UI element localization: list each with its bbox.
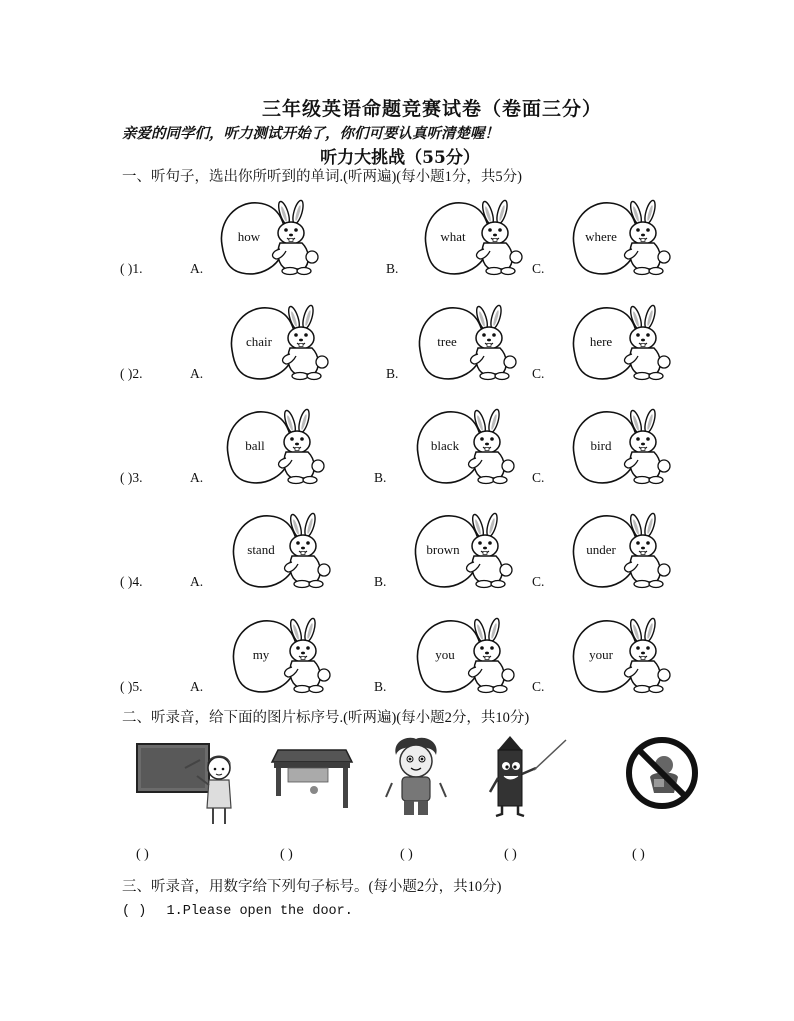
question-number[interactable]: ( )4.: [120, 574, 143, 589]
girl-at-blackboard-icon: [135, 740, 235, 830]
option-word: stand: [247, 542, 275, 557]
bunny-egg-option[interactable]: [566, 304, 674, 382]
option-word: how: [237, 229, 261, 244]
question-number[interactable]: ( )5.: [120, 679, 143, 694]
section1-heading: 一、听句子，选出你所听到的单词.(听两遍)(每小题1分，共5分): [122, 169, 522, 185]
bunny-egg-option[interactable]: [418, 199, 526, 277]
question-number[interactable]: ( )1.: [120, 261, 143, 276]
option-word: here: [589, 334, 613, 349]
bunny-egg-option[interactable]: [566, 408, 674, 486]
option-word: bird: [590, 438, 612, 453]
no-eating-sign-icon: [624, 735, 700, 811]
option-word: where: [585, 229, 617, 244]
option-label: C.: [532, 261, 545, 276]
option-label: C.: [532, 679, 545, 694]
bunny-egg-option[interactable]: [408, 512, 516, 590]
option-word: tree: [437, 334, 457, 349]
option-label: C.: [532, 366, 545, 381]
option-label: B.: [374, 470, 387, 485]
boy-icon: [384, 735, 448, 821]
option-word: what: [440, 229, 466, 244]
option-label: A.: [190, 261, 204, 276]
section3-heading: 三、听录音，用数字给下列句子标号。(每小题2分，共10分): [122, 879, 502, 895]
option-label: C.: [532, 574, 545, 589]
option-word: ball: [245, 438, 265, 453]
section-subtitle: 听力大挑战（55分）: [320, 148, 480, 168]
question-number[interactable]: ( )3.: [120, 470, 143, 485]
option-label: B.: [386, 261, 399, 276]
bunny-egg-option[interactable]: [412, 304, 520, 382]
picture-answer-blank[interactable]: ( ): [400, 847, 413, 862]
option-label: A.: [190, 574, 204, 589]
option-label: A.: [190, 679, 204, 694]
picture-answer-blank[interactable]: ( ): [632, 847, 645, 862]
answer-blank[interactable]: ( ): [122, 904, 147, 919]
bunny-egg-option[interactable]: [566, 199, 674, 277]
option-label: B.: [374, 679, 387, 694]
option-label: B.: [374, 574, 387, 589]
picture-answer-blank[interactable]: ( ): [504, 847, 517, 862]
greeting-text: 亲爱的同学们，听力测试开始了，你们可要认真听清楚喔！: [122, 125, 499, 142]
desk-icon: [268, 744, 354, 810]
bunny-egg-option[interactable]: [410, 408, 518, 486]
option-label: A.: [190, 366, 204, 381]
option-word: you: [435, 647, 455, 662]
option-word: brown: [426, 542, 460, 557]
page-title: 三年级英语命题竞赛试卷（卷面三分）: [261, 98, 602, 120]
bunny-egg-option[interactable]: [566, 512, 674, 590]
picture-answer-blank[interactable]: ( ): [280, 847, 293, 862]
option-word: my: [252, 647, 270, 662]
bunny-egg-option[interactable]: [220, 408, 328, 486]
bunny-egg-option[interactable]: [214, 199, 322, 277]
pencil-character-icon: [488, 734, 570, 818]
bunny-egg-option[interactable]: [226, 617, 334, 695]
bunny-egg-option[interactable]: [410, 617, 518, 695]
option-word: under: [586, 542, 616, 557]
bunny-egg-option[interactable]: [566, 617, 674, 695]
option-word: chair: [246, 334, 272, 349]
option-label: B.: [386, 366, 399, 381]
sentence-text: 1.Please open the door.: [166, 904, 353, 919]
option-label: A.: [190, 470, 204, 485]
question-number[interactable]: ( )2.: [120, 366, 143, 381]
section3-item: [122, 904, 353, 919]
bunny-egg-option[interactable]: [224, 304, 332, 382]
bunny-egg-option[interactable]: [226, 512, 334, 590]
option-word: black: [430, 438, 460, 453]
option-word: your: [589, 647, 613, 662]
option-label: C.: [532, 470, 545, 485]
picture-answer-blank[interactable]: ( ): [136, 847, 149, 862]
section2-heading: 二、听录音，给下面的图片标序号.(听两遍)(每小题2分，共10分): [122, 710, 530, 726]
